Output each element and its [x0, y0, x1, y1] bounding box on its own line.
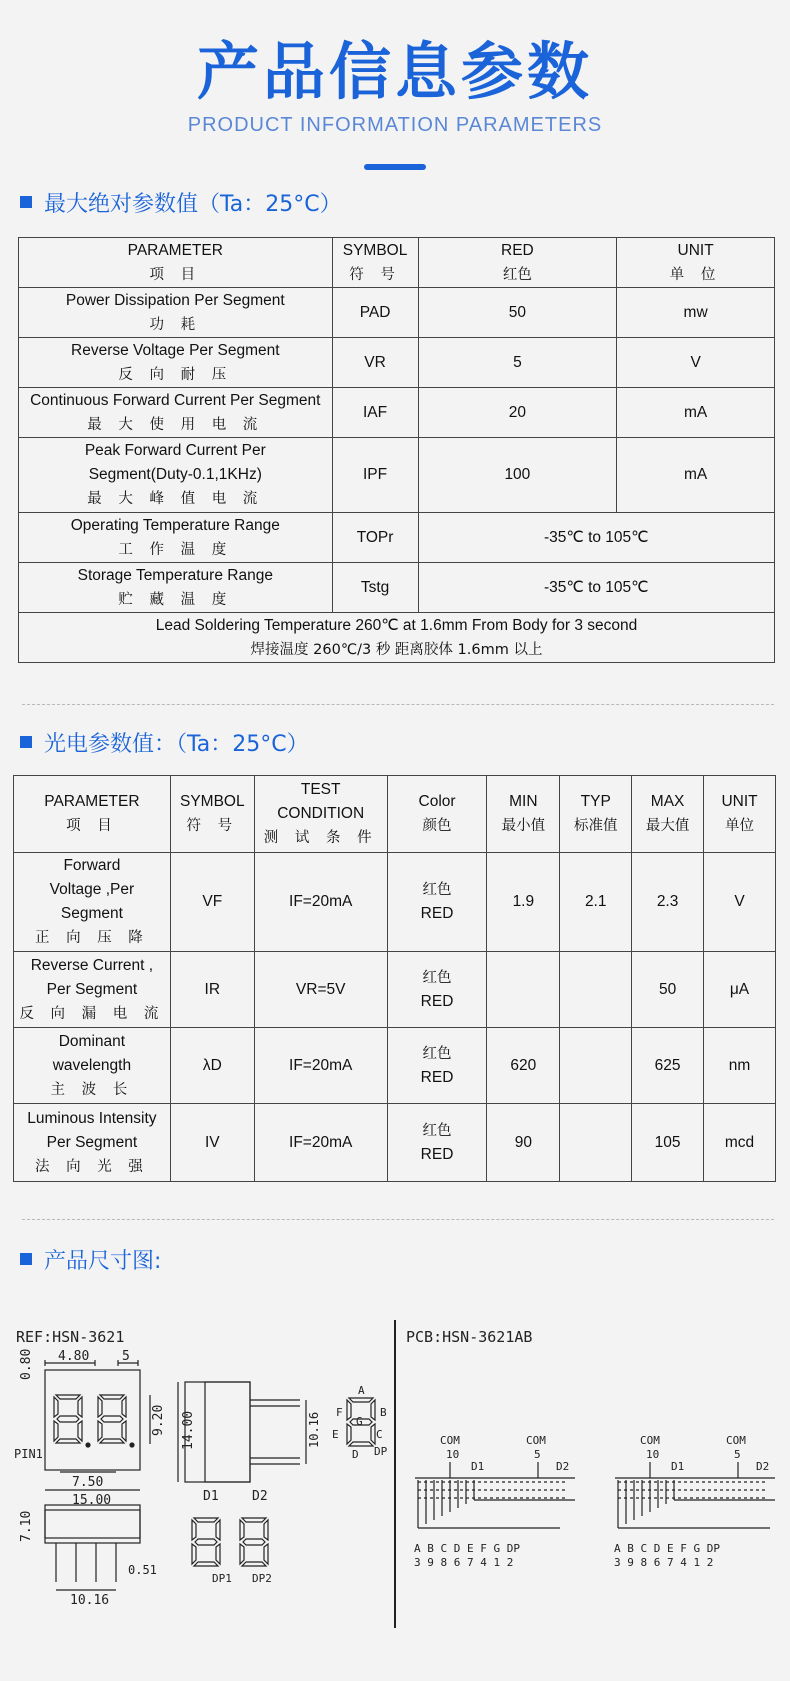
schematic-left	[414, 1434, 575, 1569]
side-view	[178, 1382, 321, 1482]
svg-text:DP1: DP1	[212, 1572, 232, 1585]
svg-text:G: G	[356, 1415, 363, 1428]
svg-text:15.00: 15.00	[72, 1493, 112, 1508]
svg-text:C: C	[376, 1428, 383, 1441]
svg-text:D2: D2	[756, 1460, 770, 1473]
table-row: Dominant wavelength 主 波 长 λD IF=20mA 红色 RED 620 625 nm	[14, 1028, 776, 1104]
svg-text:D2: D2	[252, 1489, 268, 1504]
svg-text:D: D	[352, 1448, 359, 1461]
svg-text:COM: COM	[440, 1434, 460, 1447]
svg-text:7.50: 7.50	[72, 1475, 104, 1490]
table-header-row	[19, 238, 775, 288]
svg-text:DP2: DP2	[252, 1572, 272, 1585]
svg-text:A B C D E F G DP: A B C D E F G DP	[414, 1542, 520, 1555]
page-subtitle: PRODUCT INFORMATION PARAMETERS	[187, 114, 603, 136]
table-row: Storage Temperature Range 贮 藏 温 度 Tstg -35℃ to 105℃	[19, 563, 775, 613]
front-view	[14, 1349, 166, 1508]
svg-text:F: F	[336, 1406, 343, 1419]
svg-text:7.10: 7.10	[19, 1510, 34, 1542]
table-row: Operating Temperature Range 工 作 温 度 TOPr -35℃ to 105℃	[19, 513, 775, 563]
svg-text:9.20: 9.20	[151, 1404, 166, 1436]
svg-text:B: B	[380, 1406, 387, 1419]
header-cell: PARAMETER 项 目	[19, 238, 333, 288]
dimension-drawing	[0, 1320, 790, 1630]
digit-outline	[98, 1395, 126, 1443]
svg-text:DP: DP	[374, 1445, 388, 1458]
ref-label: REF:HSN-3621	[16, 1328, 125, 1346]
table-row: Luminous Intensity Per Segment 法 向 光 强 IV IF=20mA 红色 RED 90 105 mcd	[14, 1104, 776, 1182]
table-row: Peak Forward Current Per Segment(Duty-0.1,1KHz) 最 大 峰 值 电 流 IPF 100 mA	[19, 438, 775, 513]
table-row: Continuous Forward Current Per Segment 最 大 使 用 电 流 IAF 20 mA	[19, 388, 775, 438]
divider	[22, 704, 774, 705]
svg-text:COM: COM	[526, 1434, 546, 1447]
svg-text:10: 10	[446, 1448, 460, 1461]
svg-text:D1: D1	[671, 1460, 685, 1473]
svg-text:10: 10	[646, 1448, 660, 1461]
divider	[22, 1219, 774, 1220]
svg-text:4.80: 4.80	[58, 1349, 90, 1364]
svg-text:D1: D1	[203, 1489, 219, 1504]
square-bullet-icon	[20, 1253, 32, 1265]
section-dimensions-heading	[20, 1243, 161, 1275]
digit-outline	[54, 1395, 82, 1443]
svg-text:5: 5	[122, 1349, 130, 1364]
pcb-label: PCB:HSN-3621AB	[406, 1328, 533, 1346]
table-row: Reverse Voltage Per Segment 反 向 耐 压 VR 5 V	[19, 338, 775, 388]
table-row: Power Dissipation Per Segment 功 耗 PAD 50 mw	[19, 288, 775, 338]
panel-divider	[394, 1320, 396, 1628]
svg-text:0.80: 0.80	[19, 1348, 34, 1380]
svg-text:A: A	[358, 1384, 365, 1397]
abs-max-table	[18, 237, 775, 663]
section-abs-max-heading	[20, 186, 342, 218]
svg-text:COM: COM	[726, 1434, 746, 1447]
section-optical-heading	[20, 726, 309, 758]
svg-text:D1: D1	[471, 1460, 485, 1473]
svg-text:COM: COM	[640, 1434, 660, 1447]
header-cell: UNIT 单 位	[617, 238, 775, 288]
svg-text:10.16: 10.16	[70, 1593, 110, 1608]
digit-labels	[192, 1489, 272, 1585]
bottom-view	[19, 1505, 157, 1608]
svg-text:E: E	[332, 1428, 339, 1441]
table-row: Reverse Current , Per Segment 反 向 漏 电 流 IR VR=5V 红色 RED 50 μA	[14, 952, 776, 1028]
square-bullet-icon	[20, 736, 32, 748]
section-title: 最大绝对参数值（Ta：25°C）	[44, 191, 342, 217]
section-title: 光电参数值：（Ta：25°C）	[44, 731, 309, 757]
table-footer-row: Lead Soldering Temperature 260℃ at 1.6mm From Body for 3 second 焊接温度 260℃/3 秒 距离胶体 1.6mm 以上	[19, 613, 775, 663]
schematic-right	[614, 1434, 775, 1569]
svg-text:5: 5	[734, 1448, 741, 1461]
svg-text:0.51: 0.51	[128, 1563, 157, 1577]
optical-table	[13, 775, 776, 1182]
svg-text:A B C D E F G DP: A B C D E F G DP	[614, 1542, 720, 1555]
header-cell: RED 红色	[418, 238, 617, 288]
svg-text:10.16: 10.16	[307, 1411, 321, 1448]
segment-legend	[332, 1384, 388, 1461]
section-title: 产品尺寸图:	[44, 1248, 162, 1274]
svg-text:5: 5	[534, 1448, 541, 1461]
header-cell: SYMBOL 符 号	[332, 238, 418, 288]
svg-text:3 9 8 6 7 4 1 2: 3 9 8 6 7 4 1 2	[614, 1556, 714, 1569]
svg-text:3 9 8 6 7 4 1 2: 3 9 8 6 7 4 1 2	[414, 1556, 514, 1569]
svg-text:14.00: 14.00	[181, 1410, 196, 1450]
table-header-row: PARAMETER 项 目 SYMBOL 符 号 TEST CONDITION 测 试 条 件 Color 颜色 MIN 最小值 TYP 标准值 MAX 最大值 UNIT 单位	[14, 776, 776, 853]
square-bullet-icon	[20, 196, 32, 208]
page-title: 产品信息参数	[196, 35, 593, 108]
svg-text:D2: D2	[556, 1460, 570, 1473]
title-underline	[364, 164, 426, 170]
svg-text:PIN1: PIN1	[14, 1447, 43, 1461]
table-row: Forward Voltage ,Per Segment 正 向 压 降 VF IF=20mA 红色 RED 1.9 2.1 2.3 V	[14, 853, 776, 952]
